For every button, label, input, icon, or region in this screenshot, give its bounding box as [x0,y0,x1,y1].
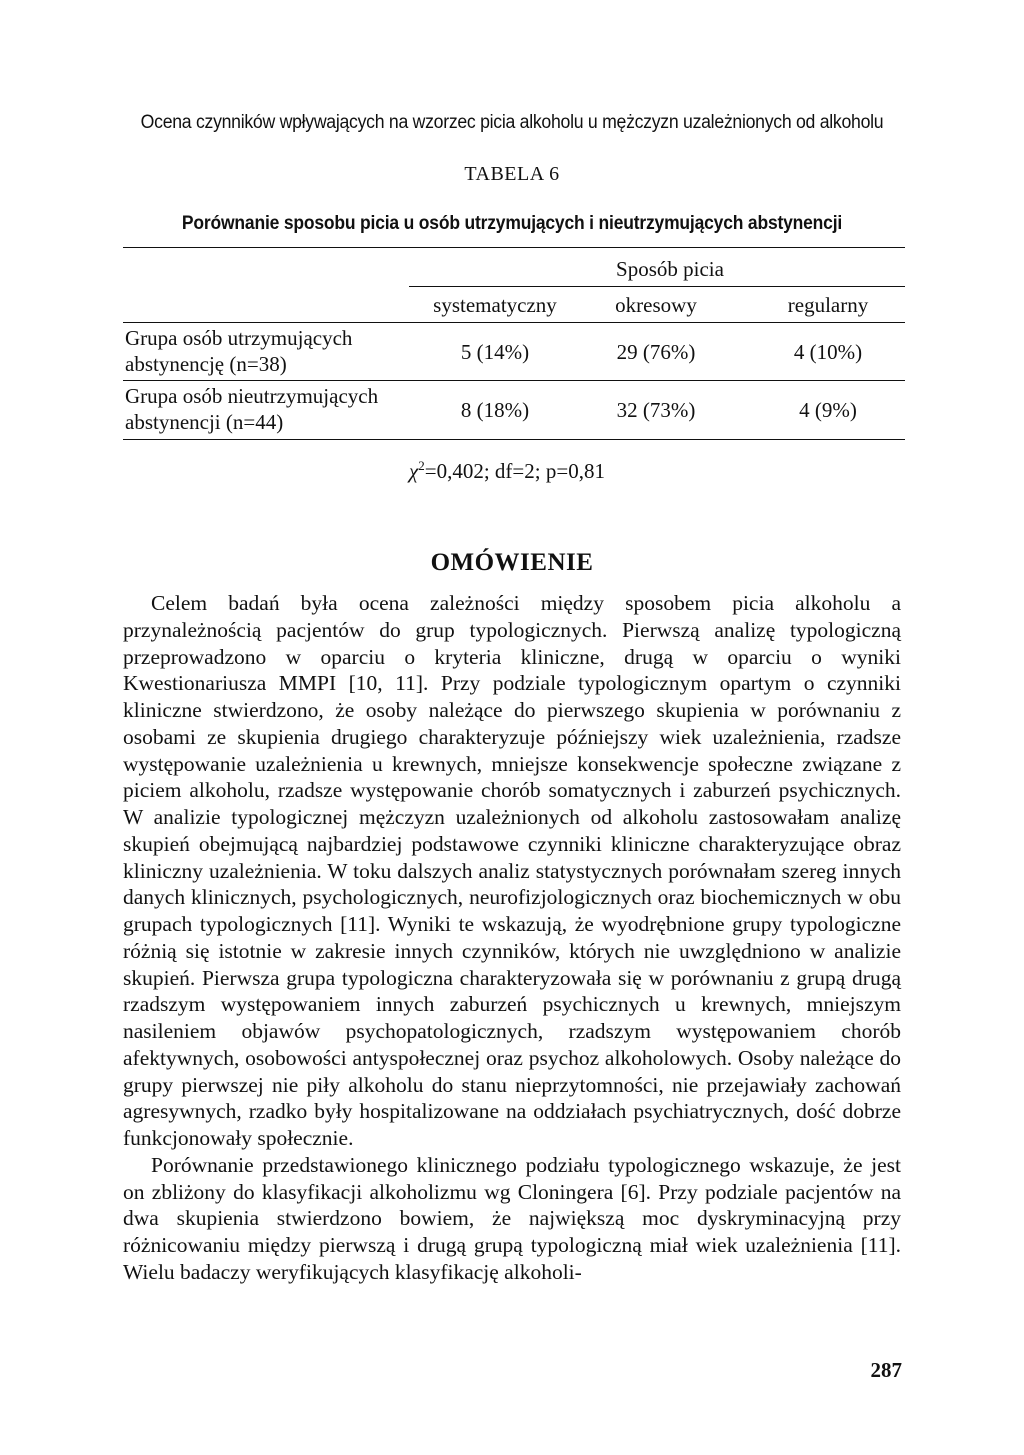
column-header-periodic: okresowy [615,293,697,317]
row-label-line1: Grupa osób utrzymujących [125,326,353,350]
cell-value: 32 (73%) [616,398,696,422]
column-header-regular: regularny [787,293,869,317]
cell-value: 8 (18%) [460,398,530,422]
cell-value: 4 (9%) [799,398,857,422]
cell-value: 4 (10%) [793,340,863,364]
page-number: 287 [870,1358,902,1382]
table-bottom-rule [123,439,905,440]
paragraph: Celem badań była ocena zależności między sposobem picia alkoholu a przynależnością pacjentów do grup typologicznych. Pierwszą analizę typologiczną przeprowadzono w oparciu o kryteria kliniczne, drugą w oparciu o wyniki Kwestionariusza MMPI [10, 11]. Przy podziale typologicznym opartym o czynniki kliniczne stwierdzono, że osoby należące do pierwszego skupienia w porównaniu z osobami ze skupienia drugiego charakteryzuje późniejszy wiek uzależnienia, rzadsze występowanie uzależnienia u krewnych, mniejsze konsekwencje społeczne związane z piciem alkoholu, rzadsze występowanie chorób somatycznych i zaburzeń psychicznych. W analizie typologicznej mężczyzn uzależnionych od alkoholu zastosowałam analizę skupień obejmującą najbardziej podstawowe czynniki kliniczne charakteryzujące obraz kliniczny uzależnienia. W toku dalszych analiz statystycznych porównałam szereg innych danych klinicznych, psychologicznych, neurofizjologicznych oraz biochemicznych w obu grupach typologicznych [11]. Wyniki te wskazują, że wyodrębnione grupy typologiczne różnią się istotnie w zakresie innych czynników, których nie uwzględniono w analizie skupień. Pierwsza grupa typologiczna charakteryzowała się w porównaniu z grupą drugą rzadszym występowaniem innych zaburzeń psychicznych u krewnych, mniejszym nasileniem objawów psychopatologicznych, rzadszym występowaniem chorób afektywnych, osobowości antyspołecznej oraz psychoz alkoholowych. Osoby należące do grupy pierwszej nie piły alkoholu do stanu nieprzytomności, nie przejawiały zachowań agresywnych, rzadko były hospitalizowane na oddziałach psychiatrycznych, dość dobrze funkcjonowały społecznie. [123,591,901,1150]
row-label-line2: abstynencji (n=44) [125,410,284,434]
table-group-rule [409,286,905,287]
table-top-rule [123,247,905,248]
chi-square-result [409,458,605,484]
body-text [123,590,901,1286]
section-heading: OMÓWIENIE [430,549,594,576]
table-group-header: Sposób picia [616,257,724,281]
paragraph: Porównanie przedstawionego klinicznego podziału typologicznego wskazuje, że jest on zbliżony do klasyfikacji alkoholizmu wg Cloningera [6]. Przy podziale pacjentów na dwa skupienia stwierdzono bowiem, że największą moc dyskryminacyjną przy różnicowaniu między pierwszą i drugą grupą typologiczną miał wiek uzależnienia [11]. Wielu badaczy weryfikujących klasyfikację alkoholi- [123,1152,901,1284]
cell-value: 5 (14%) [460,340,530,364]
chi-symbol: χ [409,459,419,483]
chi-values: =0,402; df=2; p=0,81 [424,459,605,483]
row-label-line2: abstynencję (n=38) [125,352,287,376]
running-header: Ocena czynników wpływających na wzorzec picia alkoholu u mężczyzn uzależnionych od alkoholu [140,112,884,133]
table-caption: Porównanie sposobu picia u osób utrzymujących i nieutrzymujących abstynencji [181,213,843,234]
table-header-rule [123,322,905,323]
column-header-systematic: systematyczny [433,293,557,317]
cell-value: 29 (76%) [616,340,696,364]
table-row-rule [123,380,905,381]
chi-superscript: 2 [418,458,425,473]
table-number: TABELA 6 [464,163,560,185]
row-label-line1: Grupa osób nieutrzymujących [125,384,379,408]
